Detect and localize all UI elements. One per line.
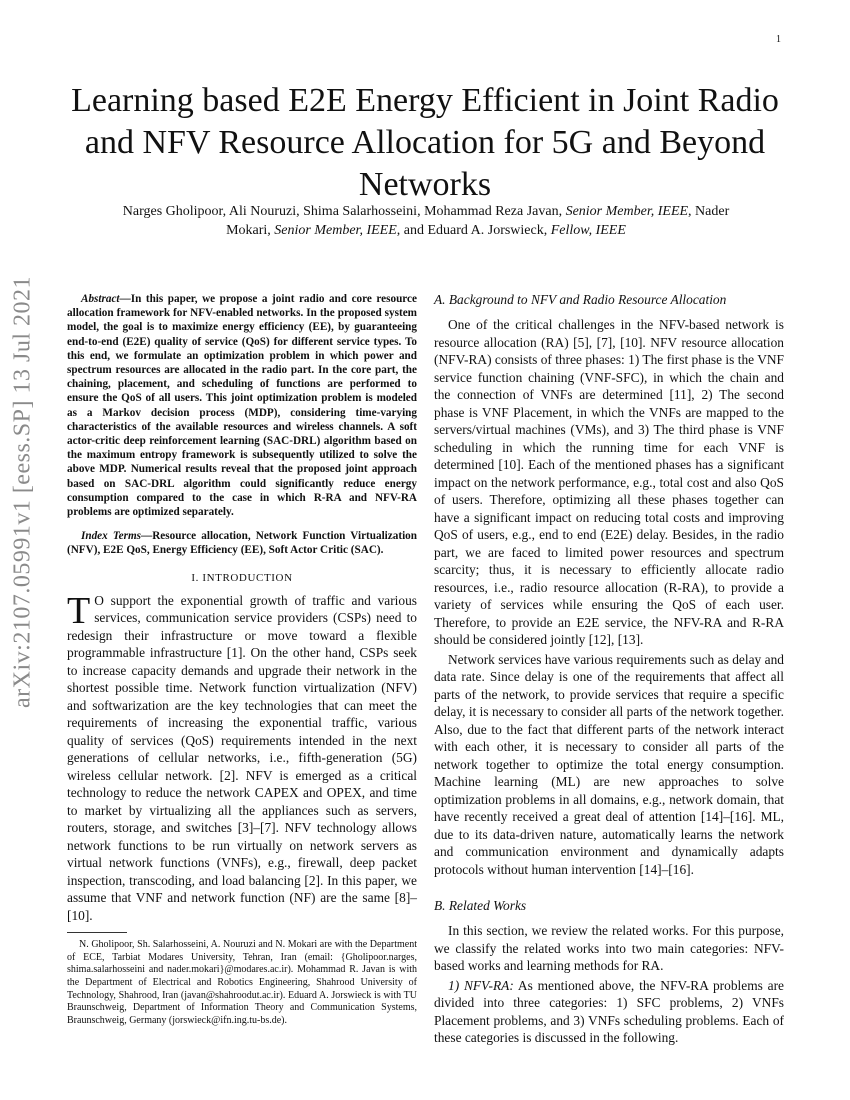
authors-role-b: Senior Member, IEEE [274, 223, 397, 238]
author-list [120, 202, 732, 240]
arxiv-identifier-stamp [3, 276, 43, 708]
index-terms-text: —Resource allocation, Network Function Virtualization (NFV), E2E QoS, Energy Efficiency (EE), Soft Actor Critic (SAC). [67, 530, 417, 557]
nfv-ra-sublabel: 1) NFV-RA: [448, 977, 514, 993]
authors-part-b: , Nader Mokari, [226, 204, 730, 238]
drop-cap: T [67, 589, 91, 632]
intro-text: O support the exponential growth of traffic and various services, communication service providers (CSPs) need to redesign their infrastructure or move toward a flexible programmable infrastructure [1]. On the other hand, CSPs seek to increase capacity demands and upgrade their network in the shortest possible time. Network function virtualization (NFV) and softwarization are the key technologies that can meet the requirements of increasing the exponential traffic, various quality of services (QoS) requirements intended in the next generations of cellular networks, i.e., fifth-generation (5G) wireless cellular network. [2]. NFV is emerged as a critical technology to reduce the network CAPEX and OPEX, and time to market by virtualizing all the appliances such as servers, routers, storage, and switches [3]–[7]. NFV technology allows network functions to be run virtually on network servers as virtual network functions (VNFs), e.g., firewall, deep packet inspection, transcoding, and load balancing [2]. In this paper, we assume that VNF and network function (NF) are the same [8]–[10]. [67, 592, 417, 923]
background-paragraph-2: Network services have various requirements such as delay and data rate. Since delay is one of the requirements that affect all parts of the network, to provide services that require a specific delay, it is necessary to consider all parts of the network together. Also, due to the fact that different parts of the network interact with each other, it is necessary to consider all parts of the network together to optimize the total energy consumption. Machine learning (ML) are new approaches to solve optimization problems in all domains, e.g., network domain, that have recently received a great deal of attention [14]–[16]. ML, due to its data-driven nature, automatically learns the network and communication environment and dynamically adapts protocols without human intervention [14]–[16]. [434, 651, 784, 877]
abstract-text: —In this paper, we propose a joint radio and core resource allocation framework for NFV-enabled networks. In the proposed system model, the goal is to maximize energy efficiency (EE), by guaranteeing end-to-end (E2E) quality of service (QoS) for different service types. To this end, we formulate an optimization problem in which power and spectrum resources are allocated in the radio part. In the core part, the chaining, placement, and scheduling of functions are performed to ensure the QoS of all users. This joint optimization problem is modeled as a Markov decision process (MDP), considering time-varying characteristics of the available resources and wireless channels. A soft actor-critic deep reinforcement learning (SAC-DRL) algorithm based on the maximum entropy framework is subsequently utilized to solve the above MDP. Numerical results reveal that the proposed joint approach based on SAC-DRL algorithm could significantly reduce energy consumption compared to the case in which R-RA and NFV-RA problems are optimized separately. [67, 293, 417, 519]
authors-part-c: , and Eduard A. Jorswieck, [396, 223, 551, 238]
author-affiliation-footnote: N. Gholipoor, Sh. Salarhosseini, A. Nouruzi and N. Mokari are with the Department of ECE, Tarbiat Modares University, Tehran, Iran (email: {Gholipoor.narges, shima.salarhosseini and nader.mokari}@modares.ac.ir). Mohammad R. Javan is with the Department of Electrical and Robotics Engineering, Shahrood University of Technology, Shahrood, Iran (javan@shahroodut.ac.ir). Eduard A. Jorswieck is with TU Braunschweig, Department of Information Theory and Communication Systems, Braunschweig, Germany (jorswieck@ifn.ing.tu-bs.de). [67, 939, 417, 1026]
related-works-paragraph-1: In this section, we review the related works. For this purpose, we classify the related works into two main categories: NFV-based works and learning methods for RA. [434, 923, 784, 973]
background-paragraph-1: One of the critical challenges in the NFV-based network is resource allocation (RA) [5], [7], [10]. NFV resource allocation (NFV-RA) consists of three phases: 1) The first phase is the VNF service function chaining (VNF-SFC), in which the chain and the connection of VNFs are determined [11], 2) The second phase is VNF Placement, in which the VNFs are mapped to the servers/virtual machines (VMs), and 3) The third phase is VNF scheduling in which the running time for each VNF is determined [10]. Each of the mentioned phases has a significant impact on the network performance, e.g., total cost and also QoS of users. Therefore, optimizing all these phases together can have a significant impact on reducing total costs and improving QoS of users, e.g., end to end (E2E) delay. Besides, in the radio part, we are faced to limited power resources and spectrum scarcity; thus, it is necessary to efficiently allocate radio resources, i.e., radio resource allocation (R-RA), to provide a variety of services while ensuring the QoS of each user. Therefore, to provide an E2E service, the NFV-RA and R-RA should be considered jointly [12], [13]. [434, 317, 784, 647]
section-heading-introduction: I. INTRODUCTION [191, 571, 293, 584]
footnote-divider [67, 932, 127, 933]
intro-paragraph [67, 589, 417, 925]
abstract-label: Abstract [81, 293, 120, 305]
right-column [434, 292, 784, 1047]
related-works-paragraph-2 [434, 977, 784, 1047]
index-terms [67, 529, 417, 557]
subsection-heading-background: A. Background to NFV and Radio Resource Allocation [434, 292, 727, 307]
nfv-ra-text: As mentioned above, the NFV-RA problems are divided into three categories: 1) SFC problems, 2) VNFs Placement problems, and 3) VNFs scheduling problems. Each of these categories is discussed in the following. [434, 977, 784, 1045]
left-column [67, 292, 417, 1027]
authors-role-a: Senior Member, IEEE [565, 204, 689, 219]
authors-role-c: Fellow, IEEE [550, 223, 626, 238]
index-terms-label: Index Terms [81, 530, 142, 543]
abstract [67, 292, 417, 519]
subsection-heading-related-works: B. Related Works [434, 898, 527, 913]
authors-part-a: Narges Gholipoor, Ali Nouruzi, Shima Salarhosseini, Mohammad Reza Javan, [122, 204, 566, 219]
arxiv-stamp-text: arXiv:2107.05991v1 [eess.SP] 13 Jul 2021 [9, 276, 36, 708]
paper-title: Learning based E2E Energy Efficient in Joint Radio and NFV Resource Allocation for 5G and Beyond Networks [71, 82, 779, 203]
page-number: 1 [776, 34, 781, 45]
